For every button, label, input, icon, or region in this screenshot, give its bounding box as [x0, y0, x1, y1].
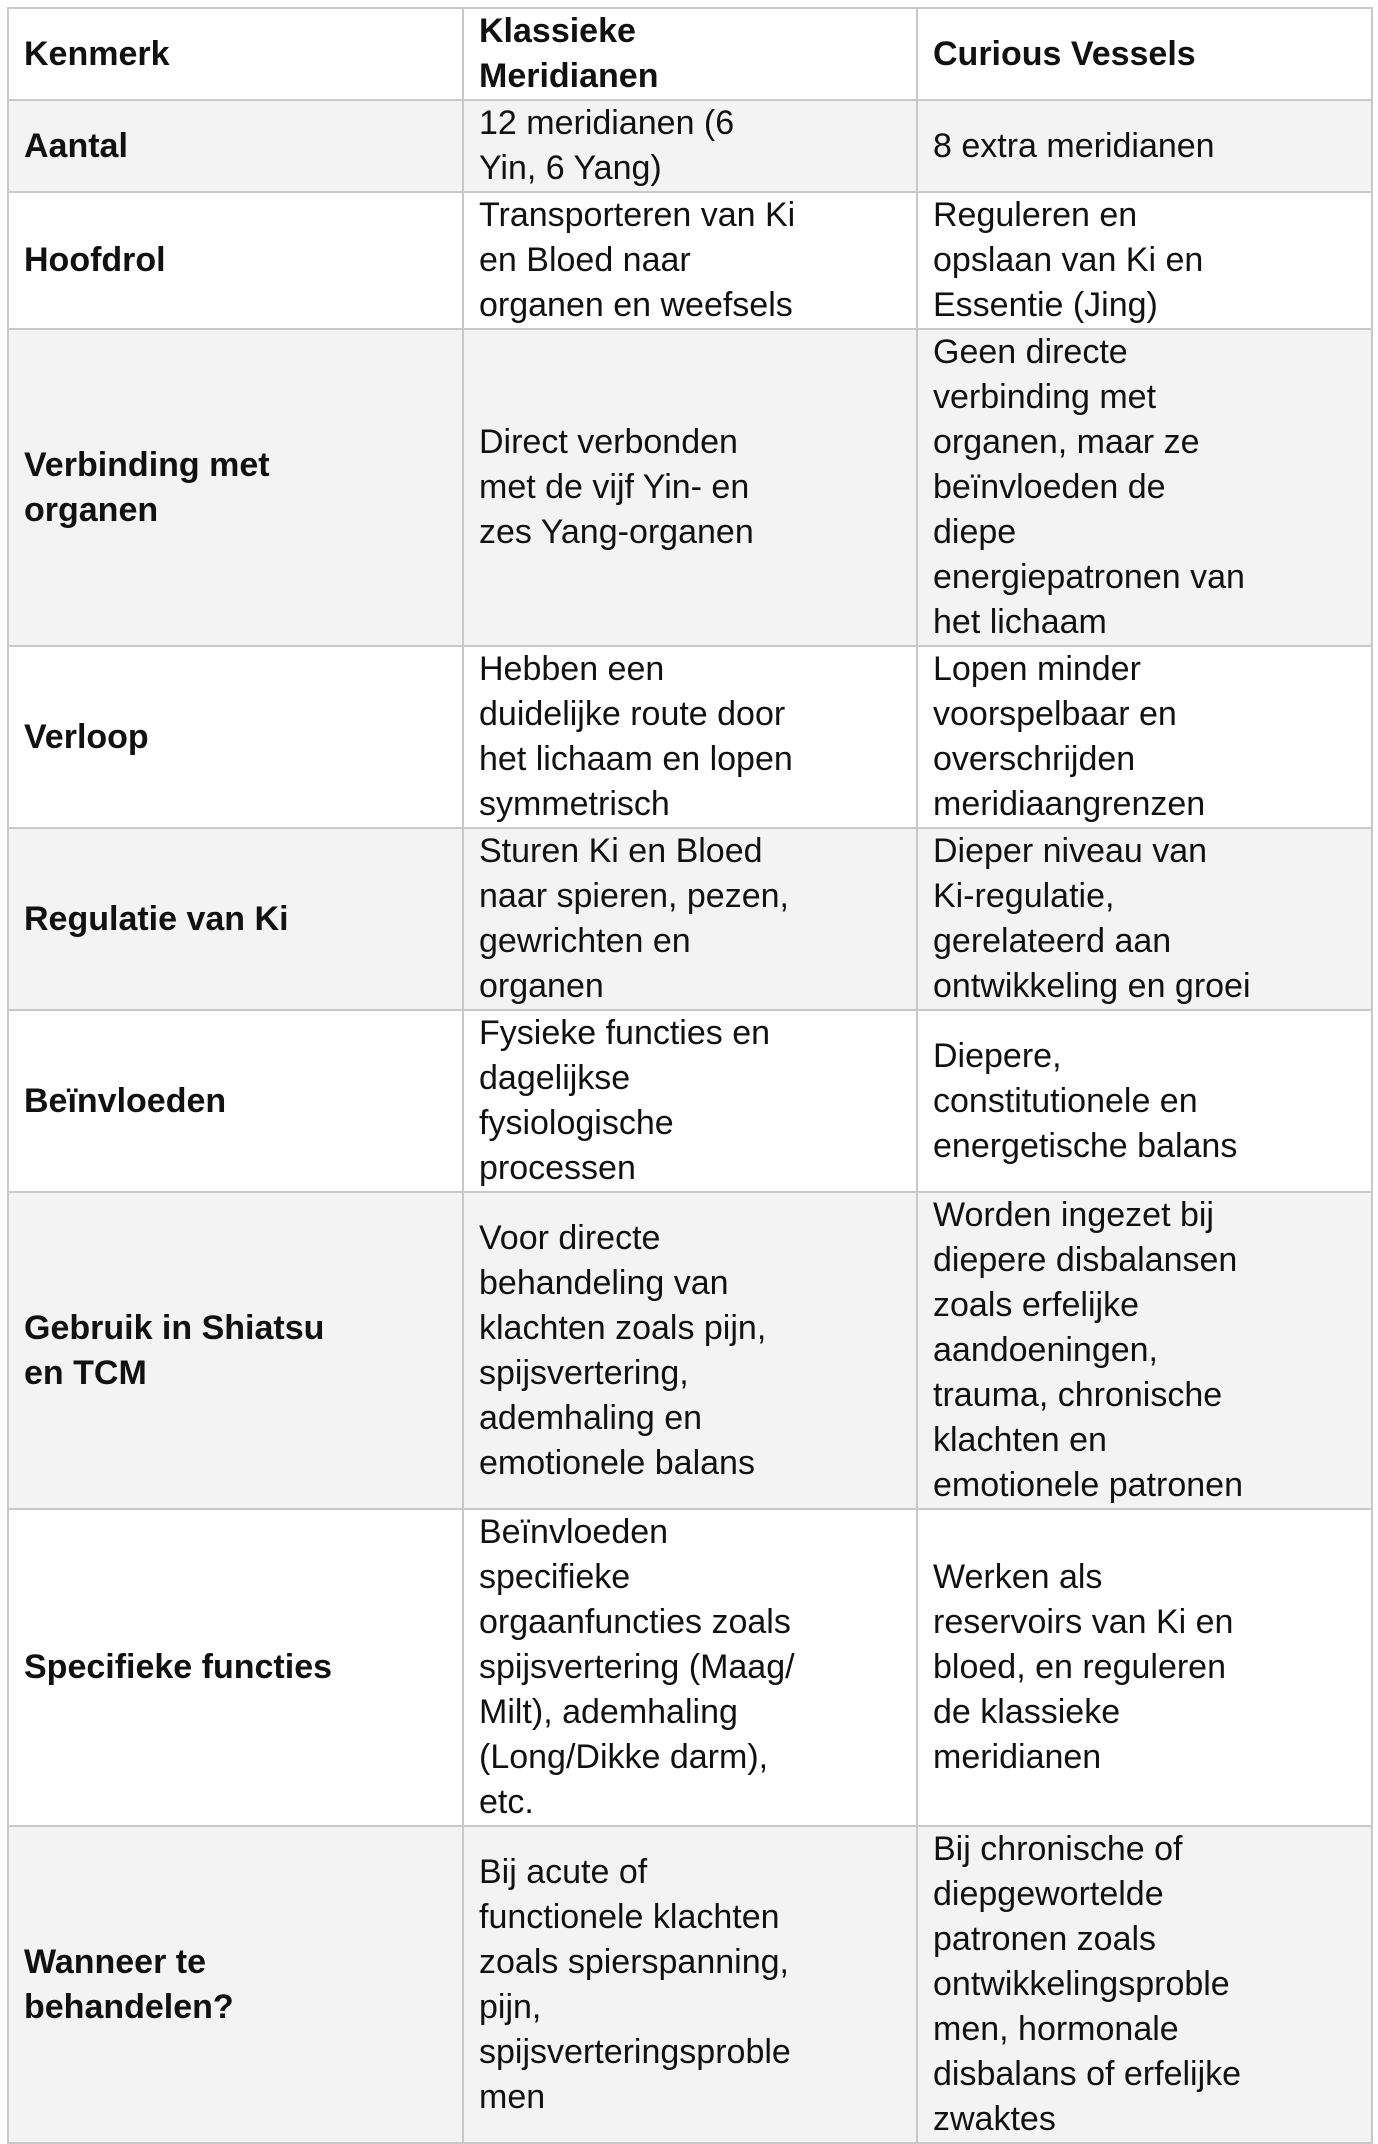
row-label: Regulatie van Ki	[8, 828, 463, 1010]
cell-klassiek: Bij acute of functionele klachten zoals spierspanning, pijn, spijsverteringsproble men	[463, 1826, 917, 2143]
row-label: Aantal	[8, 100, 463, 192]
row-label: Verbinding met organen	[8, 329, 463, 646]
cell-curious: Dieper niveau van Ki-regulatie, gerelateerd aan ontwikkeling en groei	[917, 828, 1372, 1010]
header-klassieke-meridianen: Klassieke Meridianen	[463, 8, 917, 100]
cell-klassiek: 12 meridianen (6 Yin, 6 Yang)	[463, 100, 917, 192]
row-label: Specifieke functies	[8, 1509, 463, 1826]
row-label: Hoofdrol	[8, 192, 463, 329]
cell-klassiek: Voor directe behandeling van klachten zoals pijn, spijsvertering, ademhaling en emotionele balans	[463, 1192, 917, 1509]
cell-curious: Bij chronische of diepgewortelde patronen zoals ontwikkelingsproble men, hormonale disbalans of erfelijke zwaktes	[917, 1826, 1372, 2143]
cell-klassiek: Transporteren van Ki en Bloed naar organen en weefsels	[463, 192, 917, 329]
table-header-row	[8, 8, 1372, 100]
table-row-specifiek	[8, 1509, 1372, 1826]
table-row-gebruik	[8, 1192, 1372, 1509]
table-row-hoofdrol	[8, 192, 1372, 329]
cell-curious: Diepere, constitutionele en energetische balans	[917, 1010, 1372, 1192]
cell-curious: Lopen minder voorspelbaar en overschrijden meridiaangrenzen	[917, 646, 1372, 828]
table-row-verloop	[8, 646, 1372, 828]
table-row-verbinding	[8, 329, 1372, 646]
cell-klassiek: Beïnvloeden specifieke orgaanfuncties zoals spijsvertering (Maag/ Milt), ademhaling (Long/Dikke darm), etc.	[463, 1509, 917, 1826]
header-curious-vessels: Curious Vessels	[917, 8, 1372, 100]
cell-klassiek: Direct verbonden met de vijf Yin- en zes Yang-organen	[463, 329, 917, 646]
table-row-regulatie	[8, 828, 1372, 1010]
row-label: Beïnvloeden	[8, 1010, 463, 1192]
cell-klassiek: Fysieke functies en dagelijkse fysiologische processen	[463, 1010, 917, 1192]
comparison-table	[7, 7, 1373, 2144]
cell-curious: Worden ingezet bij diepere disbalansen zoals erfelijke aandoeningen, trauma, chronische klachten en emotionele patronen	[917, 1192, 1372, 1509]
table-row-aantal	[8, 100, 1372, 192]
row-label: Verloop	[8, 646, 463, 828]
comparison-table-wrapper	[7, 7, 1371, 2144]
cell-curious: 8 extra meridianen	[917, 100, 1372, 192]
cell-curious: Werken als reservoirs van Ki en bloed, en reguleren de klassieke meridianen	[917, 1509, 1372, 1826]
cell-curious: Geen directe verbinding met organen, maar ze beïnvloeden de diepe energiepatronen van het lichaam	[917, 329, 1372, 646]
row-label: Gebruik in Shiatsu en TCM	[8, 1192, 463, 1509]
cell-klassiek: Sturen Ki en Bloed naar spieren, pezen, gewrichten en organen	[463, 828, 917, 1010]
row-label: Wanneer te behandelen?	[8, 1826, 463, 2143]
header-kenmerk: Kenmerk	[8, 8, 463, 100]
table-row-beinvloeden	[8, 1010, 1372, 1192]
cell-klassiek: Hebben een duidelijke route door het lichaam en lopen symmetrisch	[463, 646, 917, 828]
cell-curious: Reguleren en opslaan van Ki en Essentie (Jing)	[917, 192, 1372, 329]
table-row-wanneer	[8, 1826, 1372, 2143]
